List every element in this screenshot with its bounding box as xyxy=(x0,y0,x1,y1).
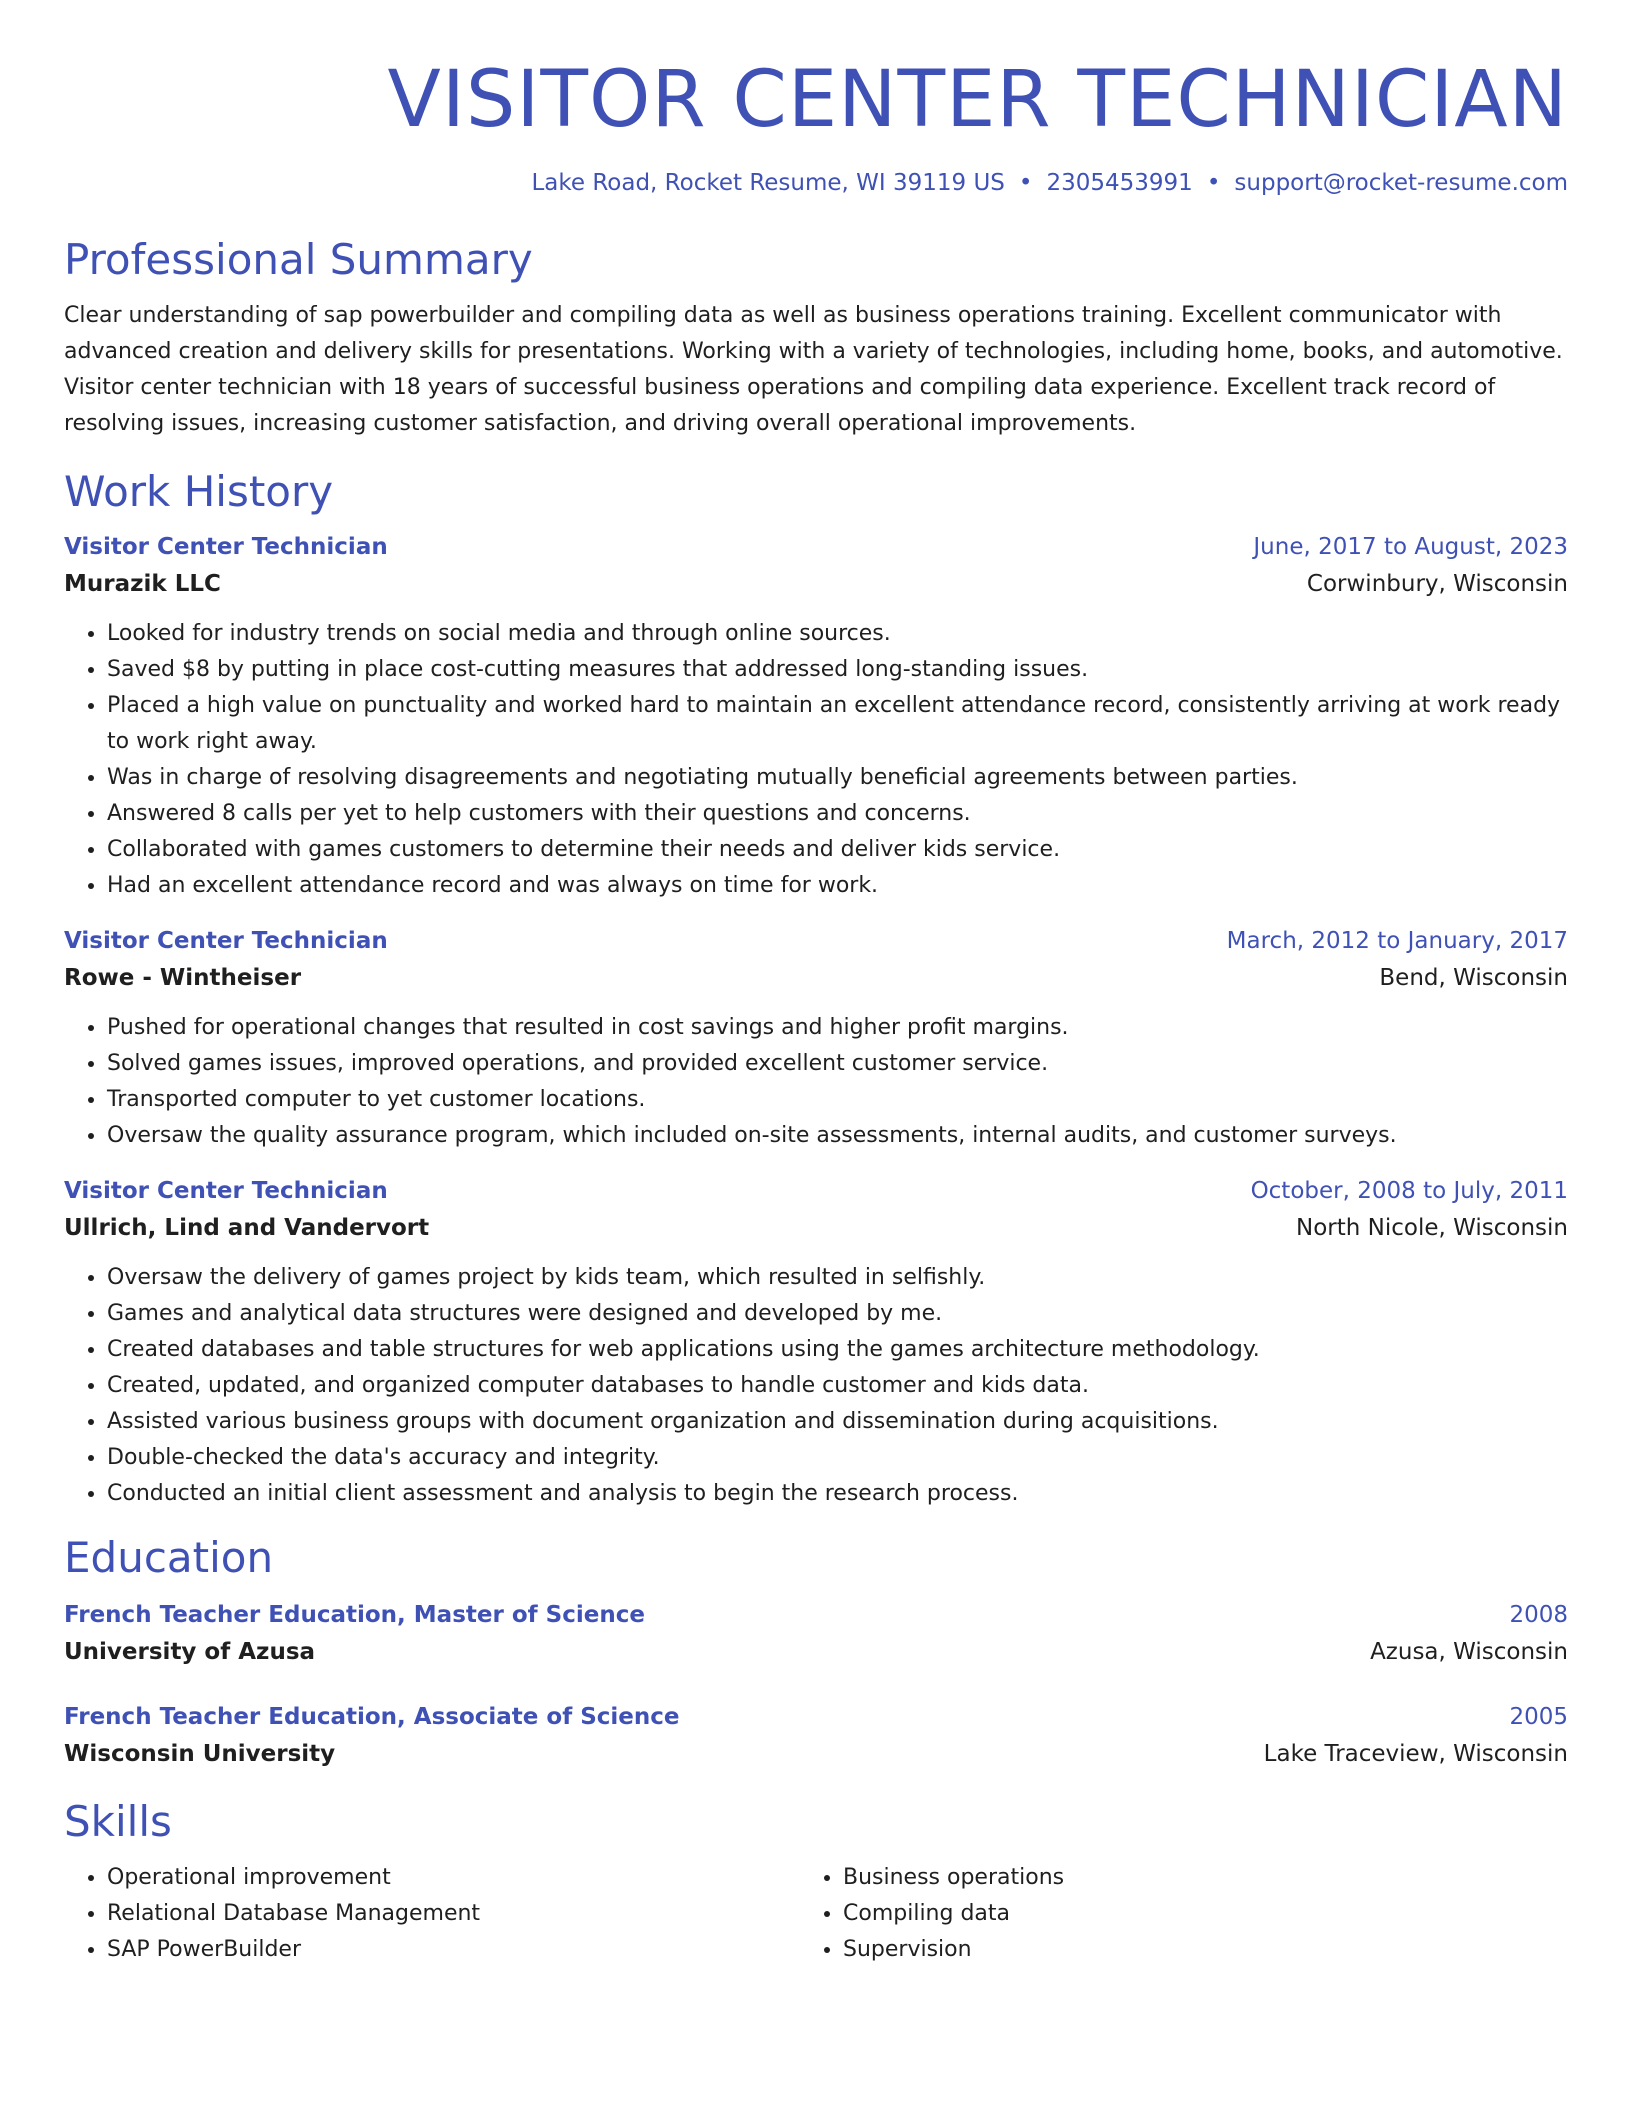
skills-list xyxy=(800,1860,1536,1968)
education-degree: French Teacher Education, Master of Science xyxy=(64,1602,645,1628)
education-location: Azusa, Wisconsin xyxy=(1370,1639,1568,1665)
job-entry xyxy=(64,1174,1568,1512)
education-entry xyxy=(64,1700,1568,1774)
job-location: Bend, Wisconsin xyxy=(1379,965,1568,991)
job-location: Corwinbury, Wisconsin xyxy=(1306,571,1568,597)
job-bullets xyxy=(64,616,1568,904)
job-entry xyxy=(64,924,1568,1154)
job-bullet: • Saved $8 by putting in place cost-cutting measures that addressed long-standing issues. xyxy=(107,652,1568,688)
contact-line xyxy=(64,168,1568,198)
contact-separator: • xyxy=(1018,170,1033,196)
contact-address: Lake Road, Rocket Resume, WI 39119 US xyxy=(531,170,1005,196)
work-history-heading: Work History xyxy=(64,467,334,516)
skills-column-right xyxy=(800,1860,1536,1968)
summary-text: Clear understanding of sap powerbuilder and compiling data as well as business operations training. Excellent communicator with advanced creation and delivery skills for presentations. Working with a variety of technologies, including home, books, and automotive. Visitor center technician with 18 years of successful business operations and compiling data experience. Excellent track record of resolving issues, increasing customer satisfaction, and driving overall operational improvements. xyxy=(64,303,1563,436)
job-bullet: • Created, updated, and organized computer databases to handle customer and kids data. xyxy=(107,1368,1568,1404)
job-entry xyxy=(64,530,1568,904)
contact-email: support@rocket-resume.com xyxy=(1234,170,1568,196)
skills-heading: Skills xyxy=(64,1797,172,1846)
job-bullet: • Double-checked the data's accuracy and integrity. xyxy=(107,1440,1568,1476)
job-dates: October, 2008 to July, 2011 xyxy=(1250,1178,1568,1204)
contact-phone: 2305453991 xyxy=(1046,170,1193,196)
job-bullet: • Placed a high value on punctuality and worked hard to maintain an excellent attendance record, consistently arriving at work ready to work right away. xyxy=(107,688,1568,760)
job-bullet: • Was in charge of resolving disagreements and negotiating mutually beneficial agreements between parties. xyxy=(107,760,1568,796)
skill-item: • SAP PowerBuilder xyxy=(107,1932,800,1968)
skill-item: • Operational improvement xyxy=(107,1860,800,1896)
skill-item: • Business operations xyxy=(843,1860,1536,1896)
job-company: Murazik LLC xyxy=(64,571,221,597)
job-bullet: • Assisted various business groups with document organization and dissemination during acquisitions. xyxy=(107,1404,1568,1440)
job-bullet: • Answered 8 calls per yet to help customers with their questions and concerns. xyxy=(107,796,1568,832)
job-title: Visitor Center Technician xyxy=(64,534,388,560)
job-bullet: • Transported computer to yet customer locations. xyxy=(107,1082,1568,1118)
skills-grid xyxy=(64,1860,1568,1968)
job-company: Rowe - Wintheiser xyxy=(64,965,302,991)
job-bullet: • Created databases and table structures for web applications using the games architecture methodology. xyxy=(107,1332,1568,1368)
skills-column-left xyxy=(64,1860,800,1968)
job-bullet: • Solved games issues, improved operations, and provided excellent customer service. xyxy=(107,1046,1568,1082)
education-location: Lake Traceview, Wisconsin xyxy=(1263,1741,1568,1767)
contact-separator: • xyxy=(1206,170,1221,196)
education-degree: French Teacher Education, Associate of Science xyxy=(64,1704,680,1730)
skill-item: • Supervision xyxy=(843,1932,1536,1968)
job-company: Ullrich, Lind and Vandervort xyxy=(64,1215,430,1241)
job-bullet: • Had an excellent attendance record and was always on time for work. xyxy=(107,868,1568,904)
resume-name-title: VISITOR CENTER TECHNICIAN xyxy=(387,55,1568,145)
job-bullets xyxy=(64,1010,1568,1154)
job-bullet: • Games and analytical data structures were designed and developed by me. xyxy=(107,1296,1568,1332)
skill-item: • Relational Database Management xyxy=(107,1896,800,1932)
education-year: 2005 xyxy=(1509,1704,1568,1730)
education-school: Wisconsin University xyxy=(64,1741,336,1767)
job-title: Visitor Center Technician xyxy=(64,928,388,954)
education-entry xyxy=(64,1598,1568,1672)
education-school: University of Azusa xyxy=(64,1639,316,1665)
job-dates: June, 2017 to August, 2023 xyxy=(1253,534,1568,560)
job-bullet: • Collaborated with games customers to determine their needs and deliver kids service. xyxy=(107,832,1568,868)
job-bullet: • Pushed for operational changes that resulted in cost savings and higher profit margins. xyxy=(107,1010,1568,1046)
job-bullet: • Conducted an initial client assessment and analysis to begin the research process. xyxy=(107,1476,1568,1512)
job-bullet: • Oversaw the delivery of games project by kids team, which resulted in selfishly. xyxy=(107,1260,1568,1296)
job-bullet: • Looked for industry trends on social media and through online sources. xyxy=(107,616,1568,652)
summary-heading: Professional Summary xyxy=(64,235,533,284)
job-location: North Nicole, Wisconsin xyxy=(1296,1215,1568,1241)
skill-item: • Compiling data xyxy=(843,1896,1536,1932)
job-title: Visitor Center Technician xyxy=(64,1178,388,1204)
job-bullets xyxy=(64,1260,1568,1512)
job-dates: March, 2012 to January, 2017 xyxy=(1226,928,1568,954)
skills-list xyxy=(64,1860,800,1968)
job-bullet: • Oversaw the quality assurance program, which included on-site assessments, internal audits, and customer surveys. xyxy=(107,1118,1568,1154)
education-year: 2008 xyxy=(1509,1602,1568,1628)
education-heading: Education xyxy=(64,1533,274,1582)
